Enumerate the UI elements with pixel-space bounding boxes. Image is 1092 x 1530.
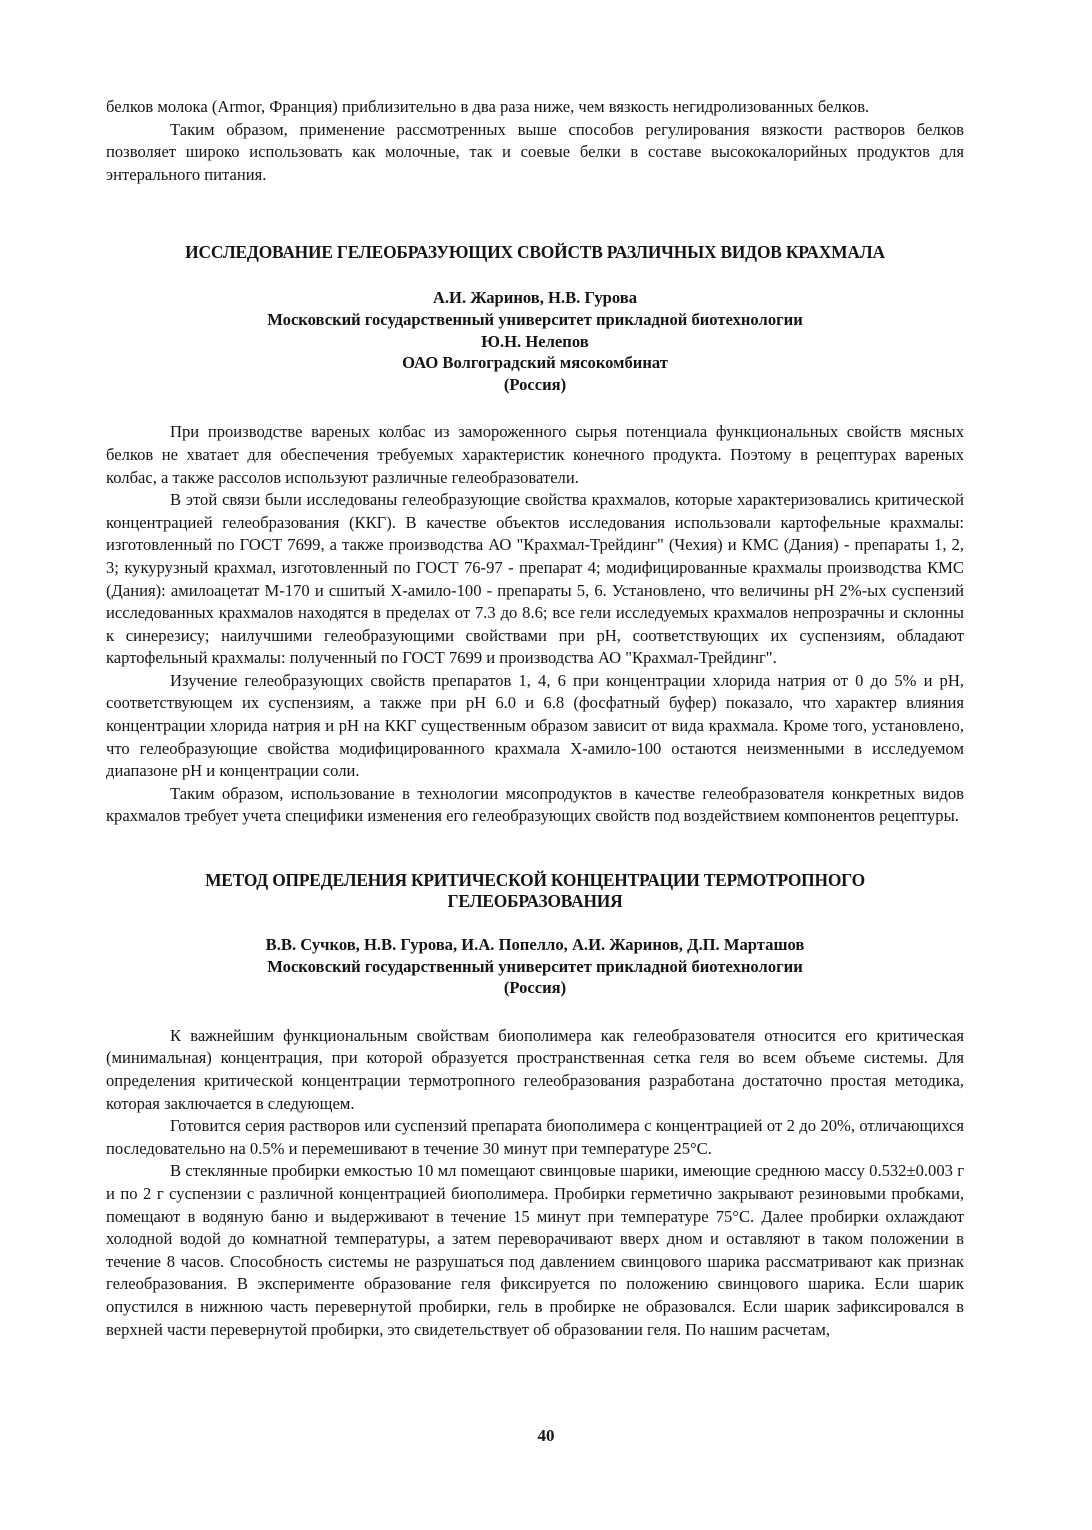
article1-affiliation1: Московский государственный университет прикладной биотехнологии	[267, 309, 803, 329]
article2-title-line1: МЕТОД ОПРЕДЕЛЕНИЯ КРИТИЧЕСКОЙ КОНЦЕНТРАЦИИ ТЕРМОТРОПНОГО	[205, 870, 865, 891]
page-number: 40	[537, 1426, 555, 1445]
article1-affiliation2: ОАО Волгоградский мясокомбинат	[402, 353, 668, 373]
article2-authors-block	[106, 934, 964, 999]
article1-country: (Россия)	[503, 374, 567, 394]
article1-paragraph-3: Изучение гелеобразующих свойств препаратов 1, 4, 6 при концентрации хлорида натрия от 0 до 5% и рН, соответствующем их суспензиям, а также при рН 6.0 и 6.8 (фосфатный буфер) показало, что характер влияния концентрации хлорида натрия и рН на ККГ существенным образом зависит от вида крахмала. Кроме того, установлено, что гелеобразующие свойства модифицированного крахмала Х-амило-100 остаются неизменными в исследуемом диапазоне рН и концентрации соли.	[106, 670, 964, 781]
article2-paragraph-2: Готовится серия растворов или суспензий препарата биополимера с концентрацией от 2 до 20%, отличающихся последовательно на 0.5% и перемешивают в течение 30 минут при температуре 25°С.	[106, 1116, 964, 1158]
article2-body	[106, 1025, 964, 1341]
intro-paragraph-1: белков молока (Armor, Франция) приблизительно в два раза ниже, чем вязкость негидролизованных белков.	[106, 97, 870, 116]
article1-body	[106, 421, 964, 828]
intro-paragraph-2: Таким образом, применение рассмотренных выше способов регулирования вязкости растворов белков позволяет широко использовать как молочные, так и соевые белки в составе высококалорийных продуктов для энтерального питания.	[106, 119, 964, 184]
page-content	[106, 96, 964, 1341]
article2-title-line2: ГЕЛЕОБРАЗОВАНИЯ	[447, 891, 623, 912]
article1-paragraph-2: В этой связи были исследованы гелеобразующие свойства крахмалов, которые характеризовались критической концентрацией гелеобразования (ККГ). В качестве объектов исследования использовали картофельные крахмалы: изготовленный по ГОСТ 7699, а также производства АО "Крахмал-Трейдинг" (Чехия) и КМС (Дания) - препараты 1, 2, 3; кукурузный крахмал, изготовленный по ГОСТ 76-97 - препарат 4; модифицированные крахмалы производства КМС (Дания): амилоацетат М-170 и сшитый Х-амило-100 - препараты 5, 6. Установлено, что величины рН 2%-ых суспензий исследованных крахмалов находятся в пределах от 7.3 до 8.6; все гели исследуемых крахмалов непрозрачны и склонны к синерезису; наилучшими гелеобразующими свойствами при рН, соответствующих их суспензиям, обладают картофельный крахмалы: полученный по ГОСТ 7699 и производства АО "Крахмал-Трейдинг".	[106, 490, 964, 668]
article2-paragraph-1: К важнейшим функциональным свойствам биополимера как гелеобразователя относится его критическая (минимальная) концентрация, при которой образуется пространственная сетка геля во всем объеме системы. Для определения критической концентрации термотропного гелеобразования разработана достаточно простая методика, которая заключается в следующем.	[106, 1025, 964, 1113]
article1-paragraph-1: При производстве вареных колбас из замороженного сырья потенциала функциональных свойств мясных белков не хватает для обеспечения требуемых характеристик конечного продукта. Поэтому в рецептурах вареных колбас, а также рассолов используют различные гелеобразователи.	[106, 422, 964, 487]
article1-paragraph-4: Таким образом, использование в технологии мясопродуктов в качестве гелеобразователя конкретных видов крахмалов требует учета специфики изменения его гелеобразующих свойств под воздействием компонентов рецептуры.	[106, 783, 964, 826]
article1-title: ИССЛЕДОВАНИЕ ГЕЛЕОБРАЗУЮЩИХ СВОЙСТВ РАЗЛИЧНЫХ ВИДОВ КРАХМАЛА	[185, 242, 885, 263]
article2-affiliation: Московский государственный университет прикладной биотехнологии	[267, 956, 803, 976]
article2-paragraph-3: В стеклянные пробирки емкостью 10 мл помещают свинцовые шарики, имеющие среднюю массу 0.532±0.003 г и по 2 г суспензии с различной концентрацией биополимера. Пробирки герметично закрывают резиновыми пробками, помещают в водяную баню и выдерживают в течение 15 минут при температуре 75°С. Далее пробирки охлаждают холодной водой до комнатной температуры, а затем переворачивают вверх дном и оставляют в таком положении в течение 8 часов. Способность системы не разрушаться под давлением свинцового шарика рассматривают как признак гелеобразования. В эксперименте образование геля фиксируется по положению свинцового шарика. Если шарик опустился в нижнюю часть перевернутой пробирки, гель в пробирке не образовался. Если шарик зафиксировался в верхней части перевернутой пробирки, это свидетельствует об образовании геля. По нашим расчетам,	[106, 1161, 964, 1339]
article2-authors: В.В. Сучков, Н.В. Гурова, И.А. Попелло, А.И. Жаринов, Д.П. Марташов	[265, 935, 805, 955]
article2-title-block	[106, 870, 964, 912]
article1-authors-line2: Ю.Н. Нелепов	[481, 331, 589, 351]
article1-authors-block	[106, 287, 964, 395]
article2-country: (Россия)	[503, 978, 567, 998]
article1-authors-line1: А.И. Жаринов, Н.В. Гурова	[432, 288, 638, 308]
